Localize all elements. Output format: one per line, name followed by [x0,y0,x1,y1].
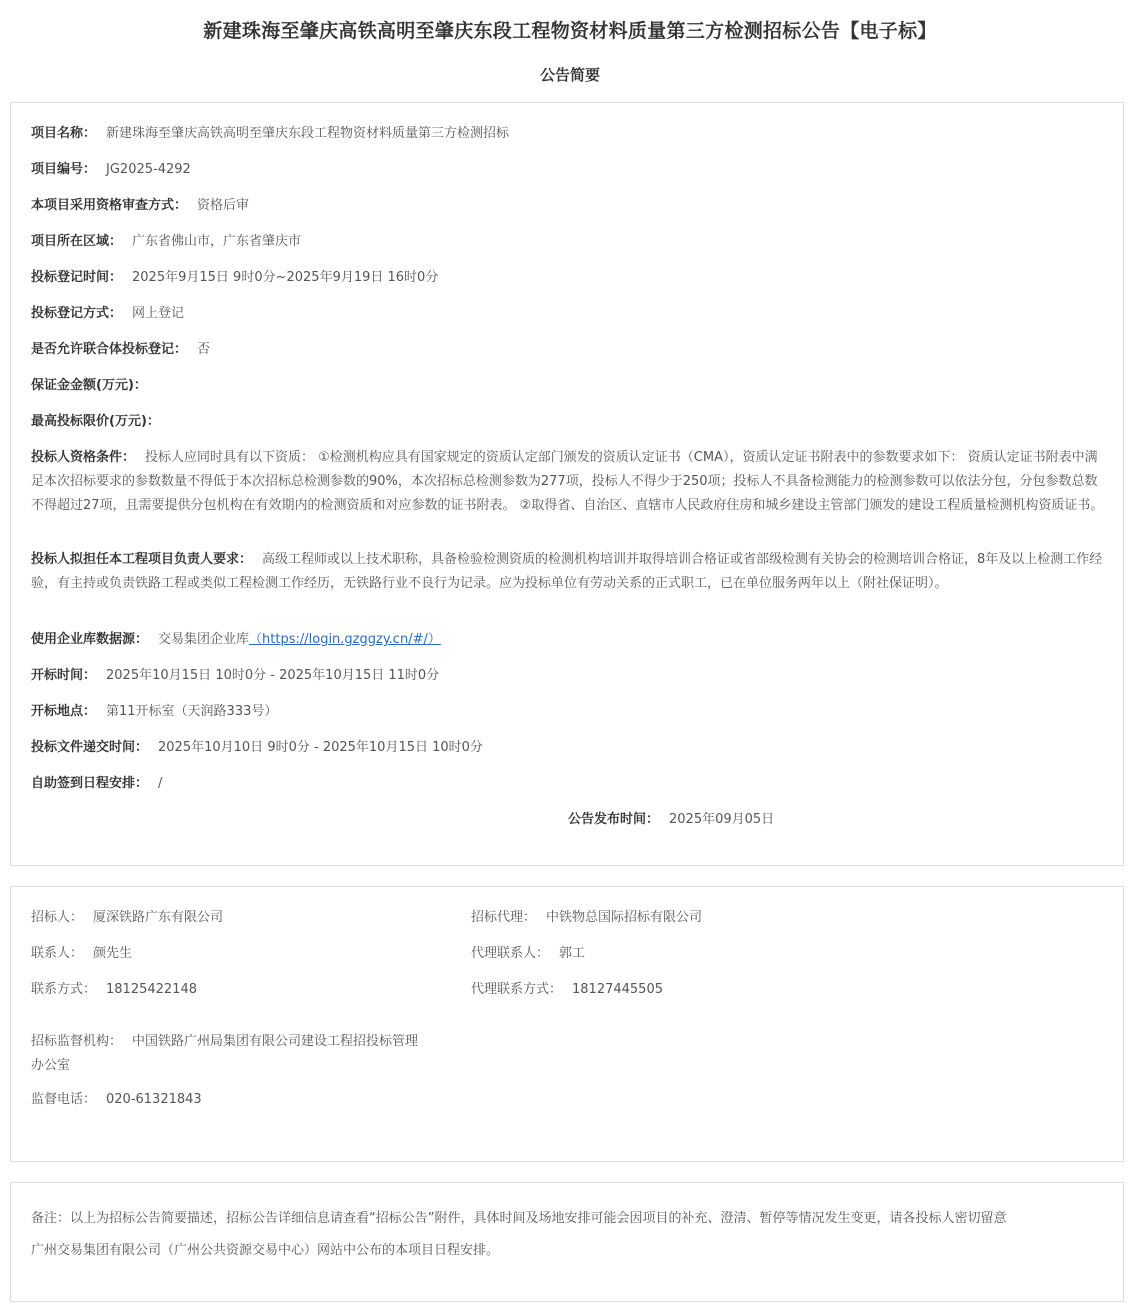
manager-requirement-row [31,548,1107,596]
registration-method-row [31,302,1107,326]
registration-method-value: 网上登记 [132,306,185,321]
open-place-label: 开标地点： [31,704,97,719]
supervisor-phone-value: 020-61321843 [106,1092,202,1107]
qualification-label: 投标人资格条件： [31,450,136,465]
agent-contact-label: 代理联系人： [471,946,550,961]
agent-contact-value: 郭工 [559,946,586,961]
contact-row [31,942,451,966]
open-place-value: 第11开标室（天润路333号） [106,704,278,719]
open-place-row [31,700,1107,724]
agent-contact-row [471,942,1091,966]
publish-time-value: 2025年09月05日 [669,812,775,827]
open-time-label: 开标时间： [31,668,97,683]
agent-value: 中铁物总国际招标有限公司 [546,910,703,925]
qualification-row [31,446,1107,518]
database-link[interactable]: （https://login.gzggzy.cn/#/） [249,632,441,647]
project-name-row [31,122,1107,146]
open-time-value: 2025年10月15日 10时0分 - 2025年10月15日 11时0分 [106,668,440,683]
agent-row [471,906,1091,930]
deposit-row [31,374,1107,398]
agent-phone-row [471,978,1091,1002]
agent-phone-value: 18127445505 [572,982,663,997]
submit-time-value: 2025年10月10日 9时0分 - 2025年10月15日 10时0分 [158,740,483,755]
region-value: 广东省佛山市，广东省肇庆市 [132,234,302,249]
checkin-row [31,772,1107,796]
database-row [31,628,1107,652]
tenderer-label: 招标人： [31,910,84,925]
project-name-label: 项目名称： [31,126,97,141]
publish-time-row [568,808,1088,832]
project-no-label: 项目编号： [31,162,97,177]
publish-time-label: 公告发布时间： [568,812,660,827]
registration-time-label: 投标登记时间： [31,270,123,285]
project-no-value: JG2025-4292 [106,162,191,177]
database-label: 使用企业库数据源： [31,632,149,647]
supervisor-label: 招标监督机构： [31,1034,123,1049]
checkin-label: 自助签到日程安排： [31,776,149,791]
registration-time-row [31,266,1107,290]
registration-method-label: 投标登记方式： [31,306,123,321]
page-title: 新建珠海至肇庆高铁高明至肇庆东段工程物资材料质量第三方检测招标公告【电子标】 [203,20,937,42]
consortium-label: 是否允许联合体投标登记： [31,342,188,357]
deposit-label: 保证金金额(万元)： [31,378,147,393]
max-price-row [31,410,1107,434]
project-name-value: 新建珠海至肇庆高铁高明至肇庆东段工程物资材料质量第三方检测招标 [106,126,510,141]
qualification-value: 投标人应同时具有以下资质： ①检测机构应具有国家规定的资质认定部门颁发的资质认定证书（CMA），资质认定证书附表中的参数要求如下： 资质认定证书附表中满足本次招标要求的参数数量不得低于本次招标总检测参数的90%，本次招标总检测参数为277项，投标人不得少于250项；投标人不具备检测能力的检测参数可以依法分包，分包参数总数不得超过27项，且需要提供分包机构在有效期内的检测资质和对应参数的证书附表。 ②取得省、自治区、直辖市人民政府住房和城乡建设主管部门颁发的建设工程质量检测机构资质证书。 [31,450,1104,513]
contact-value: 颜先生 [93,946,133,961]
review-method-label: 本项目采用资格审查方式： [31,198,188,213]
tenderer-value: 厦深铁路广东有限公司 [93,910,224,925]
agent-label: 招标代理： [471,910,537,925]
contacts-panel [10,886,1124,1162]
page-subtitle: 公告简要 [539,66,600,84]
database-value: 交易集团企业库 [158,632,250,647]
consortium-row [31,338,1107,362]
review-method-row [31,194,1107,218]
open-time-row [31,664,1107,688]
max-price-label: 最高投标限价(万元)： [31,414,160,429]
remarks-line-2: 广州交易集团有限公司（广州公共资源交易中心）网站中公布的本项目日程安排。 [31,1243,500,1258]
submit-time-label: 投标文件递交时间： [31,740,149,755]
phone-row [31,978,451,1002]
summary-panel [10,102,1124,866]
submit-time-row [31,736,1107,760]
region-row [31,230,1107,254]
remarks-line-1: 备注：以上为招标公告简要描述，招标公告详细信息请查看“招标公告”附件，具体时间及场地安排可能会因项目的补充、澄清、暂停等情况发生变更，请各投标人密切留意 [31,1211,1007,1226]
registration-time-value: 2025年9月15日 9时0分~2025年9月19日 16时0分 [132,270,439,285]
review-method-value: 资格后审 [197,198,250,213]
contact-label: 联系人： [31,946,84,961]
tenderer-row [31,906,451,930]
phone-value: 18125422148 [106,982,197,997]
supervisor-value-line1: 中国铁路广州局集团有限公司建设工程招投标管理 [132,1034,419,1049]
manager-requirement-value: 高级工程师或以上技术职称，具备检验检测资质的检测机构培训并取得培训合格证或省部级检测有关协会的检测培训合格证，8年及以上检测工作经验，有主持或负责铁路工程或类似工程检测工作经历，无铁路行业不良行为记录。应为投标单位有劳动关系的正式职工，已在单位服务两年以上（附社保证明）。 [31,552,1103,591]
phone-label: 联系方式： [31,982,97,997]
checkin-value: / [158,776,163,791]
remarks-panel [10,1182,1124,1302]
project-no-row [31,158,1107,182]
agent-phone-label: 代理联系方式： [471,982,563,997]
region-label: 项目所在区域： [31,234,123,249]
supervisor-phone-label: 监督电话： [31,1092,97,1107]
supervisor-phone-row [31,1088,451,1112]
consortium-value: 否 [197,342,211,357]
supervisor-value-line2: 办公室 [31,1058,71,1073]
manager-requirement-label: 投标人拟担任本工程项目负责人要求： [31,552,253,567]
supervisor-row [31,1030,461,1078]
